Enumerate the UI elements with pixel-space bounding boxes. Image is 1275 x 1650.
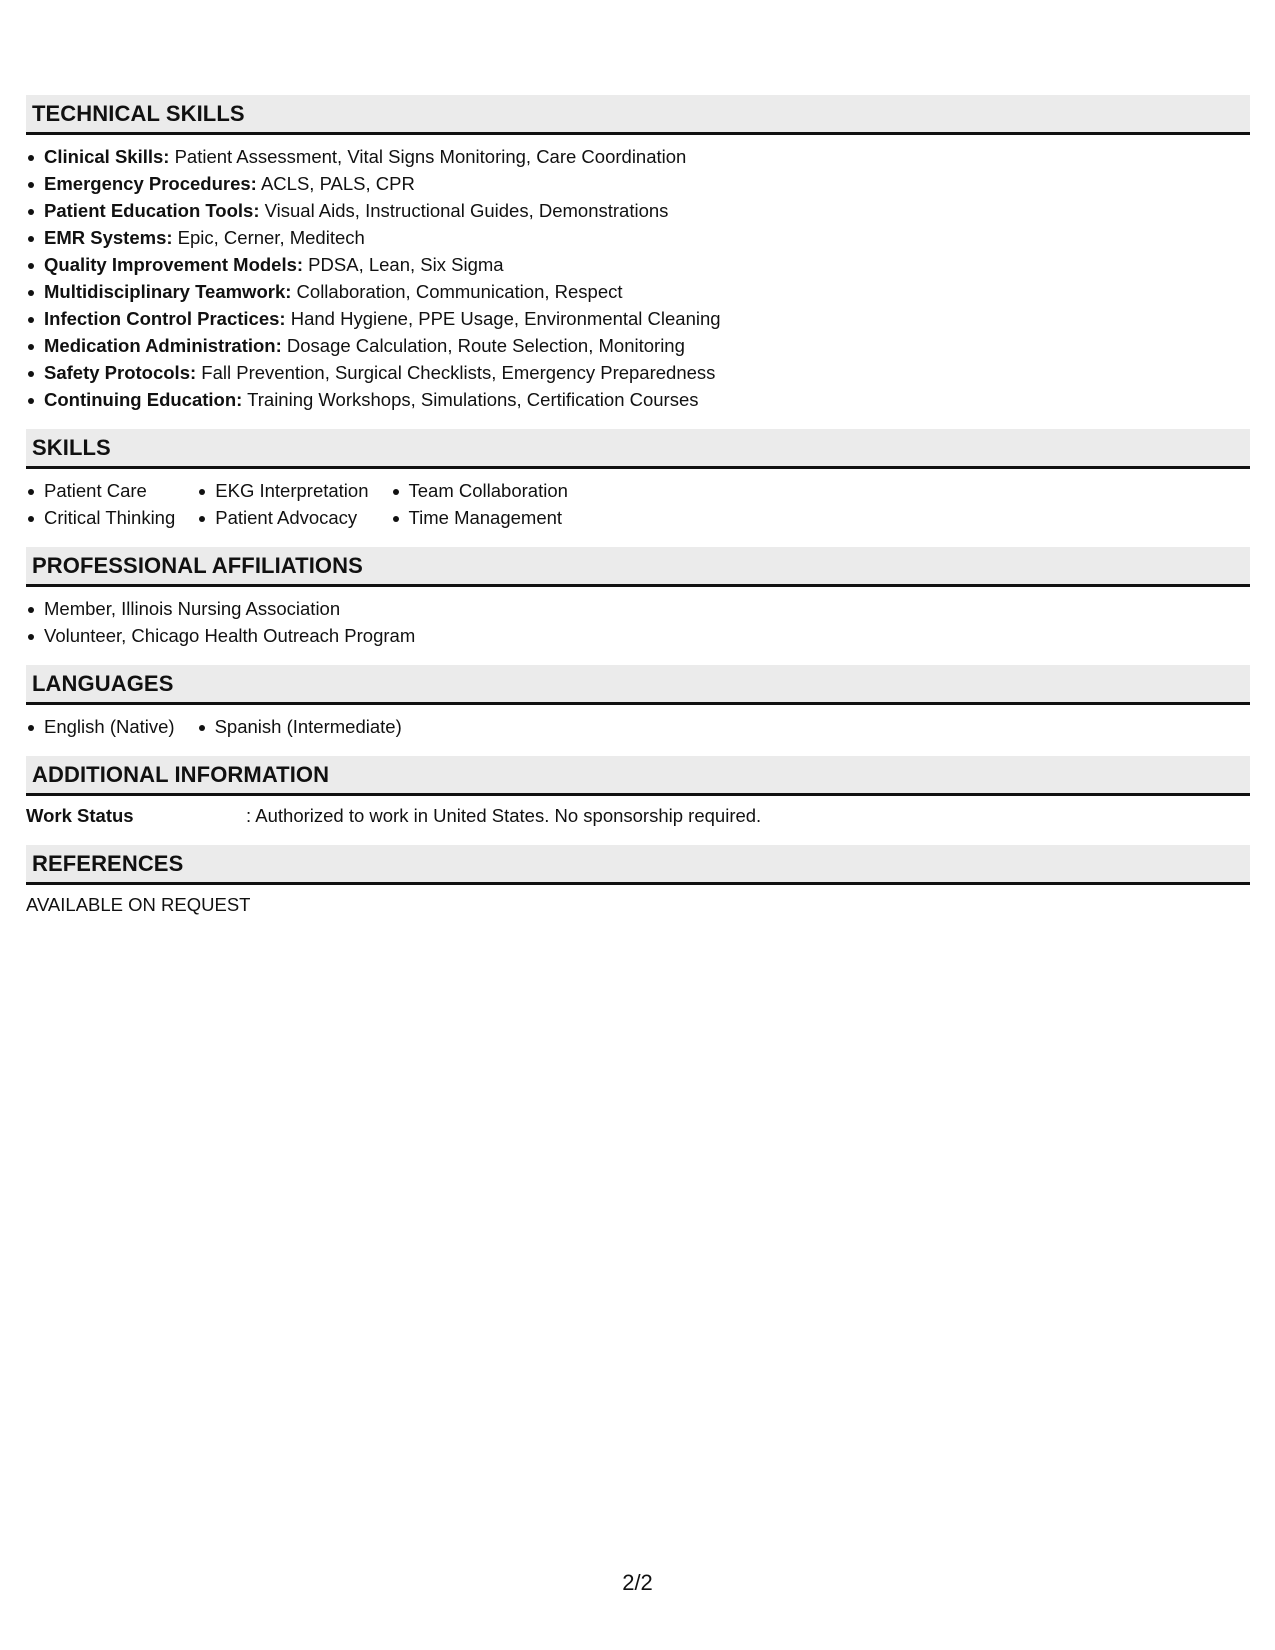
skill-value: Visual Aids, Instructional Guides, Demonstrations [259, 200, 669, 221]
list-item: English (Native) [26, 713, 175, 740]
skill-label: Multidisciplinary Teamwork: [44, 281, 292, 302]
languages-section [26, 665, 1250, 740]
section-title: TECHNICAL SKILLS [26, 95, 1250, 135]
skill-label: Medication Administration: [44, 335, 282, 356]
affiliations-list [26, 587, 1250, 649]
work-status-label: Work Status [26, 805, 134, 826]
list-item [26, 143, 1250, 170]
list-item: Spanish (Intermediate) [197, 713, 402, 740]
section-title: ADDITIONAL INFORMATION [26, 756, 1250, 796]
list-item [26, 224, 1250, 251]
list-item: EKG Interpretation [197, 477, 368, 504]
list-item [26, 197, 1250, 224]
skill-label: Safety Protocols: [44, 362, 197, 383]
additional-info-section [26, 756, 1250, 829]
affiliations-section [26, 547, 1250, 649]
list-item [26, 332, 1250, 359]
skills-section [26, 429, 1250, 531]
list-item: Time Management [391, 504, 568, 531]
list-item [26, 386, 1250, 413]
work-status-value: : Authorized to work in United States. No sponsorship required. [246, 805, 762, 826]
resume-page [26, 95, 1250, 934]
section-title: SKILLS [26, 429, 1250, 469]
section-title: PROFESSIONAL AFFILIATIONS [26, 547, 1250, 587]
references-section [26, 845, 1250, 918]
skill-value: Epic, Cerner, Meditech [172, 227, 365, 248]
skill-label: EMR Systems: [44, 227, 173, 248]
skill-label: Continuing Education: [44, 389, 243, 410]
list-item: Critical Thinking [26, 504, 175, 531]
skill-value: Patient Assessment, Vital Signs Monitoring, Care Coordination [169, 146, 687, 167]
list-item: Patient Advocacy [197, 504, 368, 531]
list-item: Team Collaboration [391, 477, 568, 504]
list-item [26, 170, 1250, 197]
skill-value: Hand Hygiene, PPE Usage, Environmental Cleaning [285, 308, 721, 329]
skill-label: Emergency Procedures: [44, 173, 257, 194]
section-title: LANGUAGES [26, 665, 1250, 705]
list-item [26, 278, 1250, 305]
skill-value: Training Workshops, Simulations, Certification Courses [242, 389, 699, 410]
skill-value: PDSA, Lean, Six Sigma [303, 254, 504, 275]
skill-label: Infection Control Practices: [44, 308, 286, 329]
list-item [26, 251, 1250, 278]
list-item: Member, Illinois Nursing Association [26, 595, 1250, 622]
list-item [26, 359, 1250, 386]
work-status-row [26, 796, 1250, 829]
section-title: REFERENCES [26, 845, 1250, 885]
skill-label: Quality Improvement Models: [44, 254, 304, 275]
skill-value: Collaboration, Communication, Respect [291, 281, 623, 302]
list-item [26, 305, 1250, 332]
technical-skills-list [26, 135, 1250, 413]
references-text: AVAILABLE ON REQUEST [26, 894, 251, 915]
skill-value: Fall Prevention, Surgical Checklists, Emergency Preparedness [196, 362, 716, 383]
list-item: Patient Care [26, 477, 175, 504]
skill-label: Clinical Skills: [44, 146, 170, 167]
skill-label: Patient Education Tools: [44, 200, 260, 221]
page-number: 2/2 [622, 1570, 653, 1595]
technical-skills-section [26, 95, 1250, 413]
skill-value: Dosage Calculation, Route Selection, Monitoring [281, 335, 685, 356]
list-item: Volunteer, Chicago Health Outreach Program [26, 622, 1250, 649]
languages-list [26, 705, 1250, 740]
skill-value: ACLS, PALS, CPR [256, 173, 415, 194]
skills-list [26, 469, 1250, 531]
